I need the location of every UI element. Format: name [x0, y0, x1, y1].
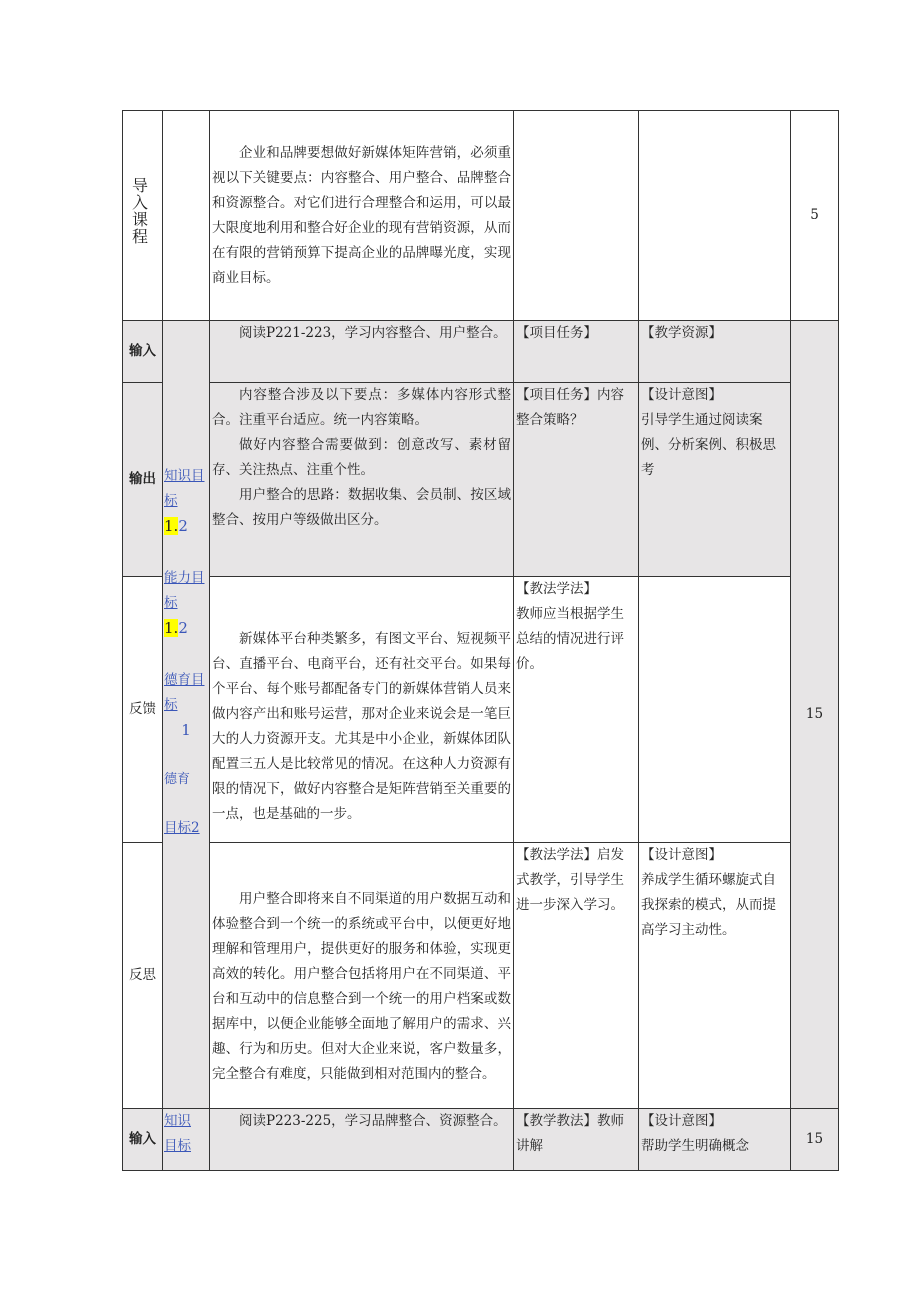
goals-column	[163, 321, 210, 1109]
content-input-2-text: 阅读P223-225，学习品牌整合、资源整合。	[239, 1113, 507, 1129]
row-intro	[123, 111, 839, 321]
content-reflect-text: 用户整合即将来自不同渠道的用户数据互动和体验整合到一个统一的系统或平台中，以便更好地理解和管理用户，提供更好的服务和体验，实现更高效的转化。用户整合包括将用户在不同渠道、平台和互动中的信息整合到一个统一的用户档案或数据库中，以便企业能够全面地了解用户的需求、兴趣、行为和历史。但对大企业来说，客户数量多，完全整合有难度，只能做到相对范围内的整合。	[212, 891, 511, 1082]
note-input-1-task: 【项目任务】	[514, 321, 639, 383]
time-main: 15	[791, 321, 839, 1109]
time-intro: 5	[791, 111, 839, 321]
lesson-plan-table	[122, 110, 839, 1171]
goal-ability-num: 1.2	[164, 619, 188, 637]
content-reflect	[210, 843, 514, 1109]
stage-input-2: 输入	[123, 1109, 163, 1171]
note-input-2-method: 【教学教法】教师讲解	[514, 1109, 639, 1171]
row-output	[123, 383, 839, 577]
stage-intro-label: 导入课程	[129, 177, 149, 245]
goal-knowledge-link[interactable]: 知识目标	[164, 468, 205, 509]
content-intro-text: 企业和品牌要想做好新媒体矩阵营销，必须重视以下关键要点：内容整合、用户整合、品牌整合和资源整合。对它们进行合理整合和运用，可以最大限度地利用和整合好企业的现有营销资源，从而在有限的营销预算下提高企业的品牌曝光度，实现商业目标。	[212, 144, 511, 286]
content-input-1	[210, 321, 514, 383]
content-feedback-text: 新媒体平台种类繁多，有图文平台、短视频平台、直播平台、电商平台，还有社交平台。如果每个平台、每个账号都配备专门的新媒体营销人员来做内容产出和账号运营，那对企业来说会是一笔巨大的人力资源开支。尤其是中小企业，新媒体团队配置三五人是比较常见的情况。在这种人力资源有限的情况下，做好内容整合是矩阵营销至关重要的一点，也是基础的一步。	[212, 631, 511, 822]
content-output: 内容整合涉及以下要点：多媒体内容形式整合。注重平台适应。统一内容策略。 做好内容整合需要做到：创意改写、素材留存、关注热点、注重个性。 用户整合的思路：数据收集、会员制、按区域整合、按用户等级做出区分。	[210, 383, 514, 577]
goal-moral2-link[interactable]: 目标2	[164, 820, 200, 836]
note-reflect-method: 【教法学法】启发式教学，引导学生进一步深入学习。	[514, 843, 639, 1109]
row-input-1	[123, 321, 839, 383]
row-input-2	[123, 1109, 839, 1171]
stage-reflect: 反思	[123, 843, 163, 1109]
goal-cell-input-2	[163, 1109, 210, 1171]
note-reflect-design: 【设计意图】 养成学生循环螺旋式自我探索的模式，从而提高学习主动性。	[639, 843, 791, 1109]
note-feedback-method: 【教法学法】 教师应当根据学生总结的情况进行评价。	[514, 577, 639, 843]
goal-knowledge-num: 1.2	[164, 517, 188, 535]
note-input-1-resource: 【教学资源】	[639, 321, 791, 383]
goal-moral-num: 1	[181, 721, 191, 739]
note-intro-2	[639, 111, 791, 321]
content-intro	[210, 111, 514, 321]
stage-output: 输出	[123, 383, 163, 577]
note-output-task: 【项目任务】内容整合策略？	[514, 383, 639, 577]
goal-cell-intro	[163, 111, 210, 321]
row-feedback	[123, 577, 839, 843]
note-input-2-design: 【设计意图】 帮助学生明确概念	[639, 1109, 791, 1171]
goal-moral2-label: 德育	[164, 772, 191, 787]
stage-input-1: 输入	[123, 321, 163, 383]
note-intro-1	[514, 111, 639, 321]
content-feedback	[210, 577, 514, 843]
stage-intro	[123, 111, 163, 321]
time-input-2: 15	[791, 1109, 839, 1171]
content-input-1-text: 阅读P221-223，学习内容整合、用户整合。	[239, 325, 507, 341]
goal-ability-link[interactable]: 能力目标	[164, 570, 205, 611]
note-output-design: 【设计意图】 引导学生通过阅读案例、分析案例、积极思考	[639, 383, 791, 577]
note-feedback-empty	[639, 577, 791, 843]
goal-knowledge-link-2[interactable]: 知识目标	[164, 1113, 191, 1154]
goal-moral-link[interactable]: 德育目标	[164, 672, 205, 713]
stage-feedback: 反馈	[123, 577, 163, 843]
content-input-2	[210, 1109, 514, 1171]
goal-spacer	[164, 321, 208, 464]
row-reflect	[123, 843, 839, 1109]
